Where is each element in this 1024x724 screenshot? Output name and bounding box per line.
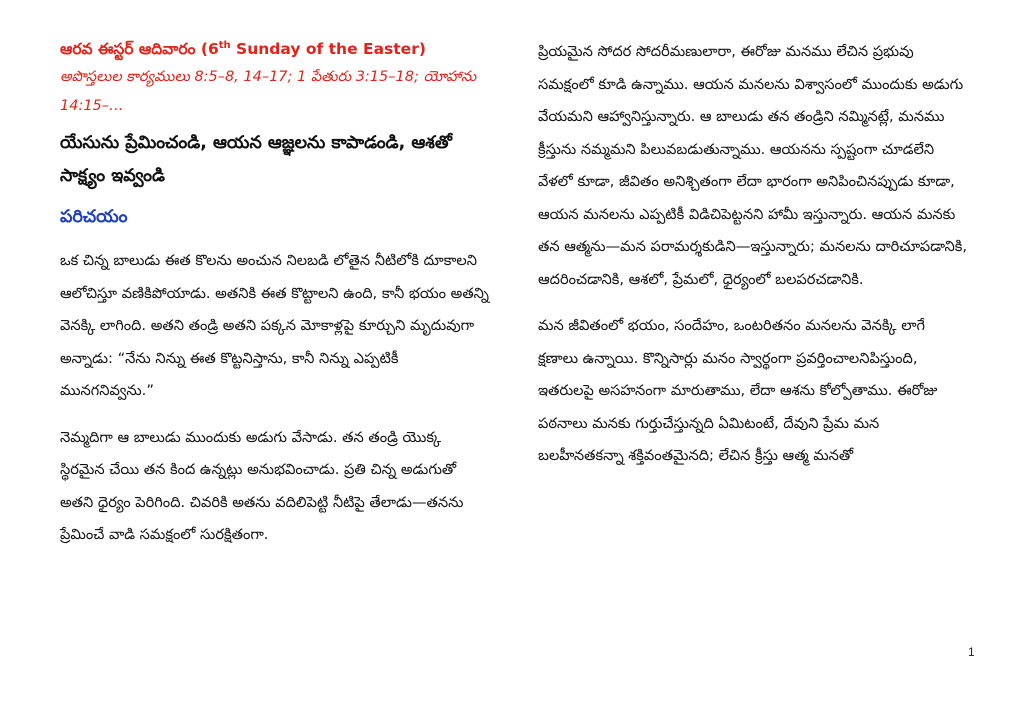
readings-reference: అపొస్తలుల కార్యములు 8:5–8, 14–17; 1 పేతురు 3:15–18; యోహాను 14:15–…: [60, 69, 477, 115]
homily-title: యేసును ప్రేమించండి, ఆయన ఆజ్ఞలను కాపాడండి, ఆశతో సాక్ష్యం ఇవ్వండి: [60, 133, 453, 187]
body-paragraph-2: మన జీవితంలో భయం, సందేహం, ఒంటరితనం మనలను వెనక్కి లాగే క్షణాలు ఉన్నాయి. కొన్నిసార్లు మనం స్వార్థంగా ప్రవర్తించాలనిపిస్తుంది, ఇతరులపై అసహనంగా మారుతాము, లేదా ఆశను కోల్పోతాము. ఈరోజు పఠనాలు మనకు గుర్తుచేస్తున్నది ఏమిటంటే, దేవుని ప్రేమ మన బలహీనతకన్నా శక్తివంతమైనది; లేచిన క్రీస్తు ఆత్మ మనతో: [538, 317, 938, 464]
sunday-heading: [60, 34, 490, 61]
sunday-heading-sup: th: [218, 40, 231, 51]
page-number: 1: [968, 645, 975, 659]
intro-paragraph-1: ఒక చిన్న బాలుడు ఈత కొలను అంచున నిలబడి లోతైన నీటిలోకి దూకాలని ఆలోచిస్తూ వణికిపోయాడు. అతనికి ఈత కొట్టాలని ఉంది, కానీ భయం అతన్ని వెనక్కి లాగింది. అతని తండ్రి అతని పక్కన మోకాళ్లపై కూర్చుని మృదువుగా అన్నాడు: “నేను నిన్ను ఈత కొట్టనిస్తాను, కానీ నిన్ను ఎప్పటికీ మునగనివ్వను.”: [60, 252, 489, 400]
sunday-heading-telugu: ఆరవ ఈస్టర్ ఆదివారం: [60, 40, 196, 59]
left-column: [60, 34, 490, 552]
sunday-heading-paren-open: (6: [200, 40, 219, 59]
intro-heading: పరిచయం: [60, 207, 128, 228]
sunday-heading-paren-rest: Sunday of the Easter): [230, 40, 426, 59]
right-column: [538, 34, 968, 473]
intro-paragraph-2: నెమ్మదిగా ఆ బాలుడు ముందుకు అడుగు వేసాడు. తన తండ్రి యొక్క స్థిరమైన చేయి తన కింద ఉన్నట్లు అనుభవించాడు. ప్రతి చిన్న అడుగుతో అతని ధైర్యం పెరిగింది. చివరికి అతను వదిలిపెట్టి నీటిపై తేలాడు—తనను ప్రేమించే వాడి సమక్షంలో సురక్షితంగా.: [60, 428, 464, 544]
body-paragraph-1: ప్రియమైన సోదర సోదరీమణులారా, ఈరోజు మనము లేచిన ప్రభువు సమక్షంలో కూడి ఉన్నాము. ఆయన మనలను విశ్వాసంలో ముందుకు అడుగు వేయమని ఆహ్వానిస్తున్నారు. ఆ బాలుడు తన తండ్రిని నమ్మినట్లే, మనము క్రీస్తును నమ్మమని పిలువబడుతున్నాము. ఆయనను స్పష్టంగా చూడలేని వేళలో కూడా, జీవితం అనిశ్చితంగా లేదా భారంగా అనిపించినప్పుడు కూడా, ఆయన మనలను ఎప్పటికీ విడిచిపెట్టనని హామీ ఇస్తున్నారు. ఆయన మనకు తన ఆత్మను—మన పరామర్శకుడిని—ఇస్తున్నారు; మనలను దారిచూపడానికి, ఆదరించడానికి, ఆశలో, ప్రేమలో, ధైర్యంలో బలపరచడానికి.: [538, 43, 968, 288]
